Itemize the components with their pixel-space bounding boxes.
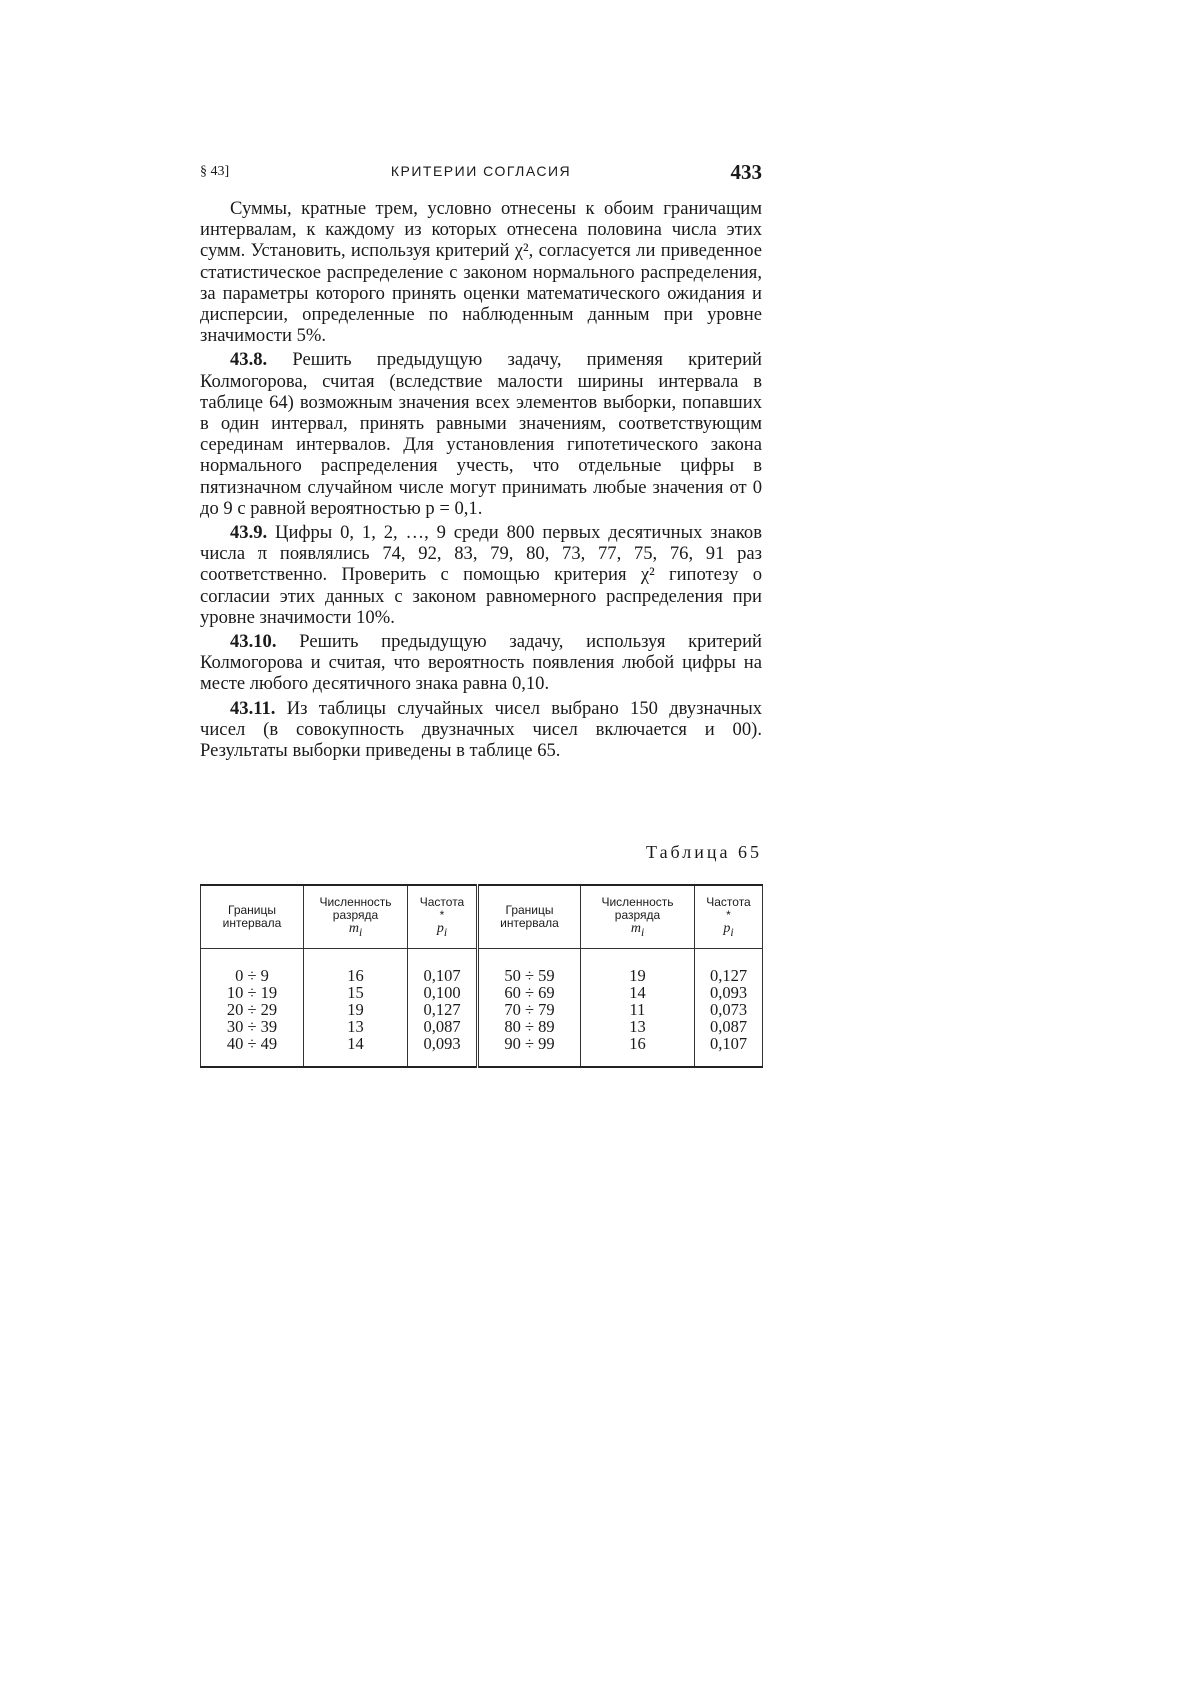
- table-cell: 0,093: [423, 1034, 461, 1053]
- problem-43-9: [200, 522, 762, 628]
- header-count: Численность разряда $m_i$: [581, 885, 695, 949]
- table-cell: 40 ÷ 49: [226, 1034, 278, 1053]
- header-frequency: Частота * $p_i$: [695, 885, 763, 949]
- table-cell: 16: [629, 1034, 646, 1053]
- counts-right-cell: [581, 949, 695, 1068]
- page-number: 433: [730, 160, 762, 184]
- problem-43-10: [200, 631, 762, 695]
- table-body-row: [201, 949, 763, 1068]
- intervals-right-cell: [478, 949, 581, 1068]
- table-cell: 0,100: [423, 983, 461, 1002]
- header-interval: Границы интервала: [478, 885, 581, 949]
- table-cell: 13: [629, 1017, 646, 1036]
- freqs-left-cell: [408, 949, 478, 1068]
- problem-text: Решить предыдущую задачу, используя критерий Колмогорова и считая, что вероятность появления любой цифры на месте любого десятичного знака равна 0,10.: [200, 631, 762, 695]
- paragraph-text: Суммы, кратные трем, условно отнесены к обоим граничащим интервалам, к каждому из которых отнесена половина числа этих сумм. Установить, используя критерий χ², согласуется ли приведенное статистическое распределение с законом нормального распределения, за параметры которого принять оценки математического ожидания и дисперсии, определенные по наблюденным данным при уровне значимости 5%.: [200, 198, 762, 347]
- problem-number: 43.10.: [230, 631, 277, 653]
- table-cell: 10 ÷ 19: [226, 983, 278, 1002]
- problem-text: Из таблицы случайных чисел выбрано 150 двузначных чисел (в совокупность двузначных чисел включается и 00). Результаты выборки приведены в таблице 65.: [200, 697, 762, 762]
- table-cell: 13: [347, 1017, 364, 1036]
- table-cell: 0,087: [709, 1017, 748, 1036]
- table-cell: 15: [347, 983, 364, 1002]
- table-cell: 14: [347, 1034, 364, 1053]
- paragraph-continuation: [200, 198, 762, 346]
- table-cell: 0 ÷ 9: [235, 966, 269, 985]
- table-cell: 19: [629, 966, 646, 985]
- counts-left-cell: [304, 949, 408, 1068]
- table-cell: 0,127: [423, 1000, 461, 1019]
- header-frequency: Частота * $p_i$: [408, 885, 478, 949]
- body-text: [200, 198, 762, 761]
- table-cell: 14: [629, 983, 646, 1002]
- problem-43-8: [200, 349, 762, 519]
- table-cell: 0,107: [423, 966, 461, 985]
- header-count: Численность разряда $m_i$: [304, 885, 408, 949]
- table-cell: 0,087: [423, 1017, 461, 1036]
- running-head: [200, 160, 762, 186]
- table-cell: 0,127: [709, 966, 748, 985]
- problem-43-11: [200, 698, 762, 762]
- table-cell: 19: [347, 1000, 364, 1019]
- table-cell: 0,107: [709, 1034, 748, 1053]
- table-cell: 0,073: [709, 1000, 748, 1019]
- table-header-row: [201, 885, 763, 949]
- table-cell: 16: [347, 966, 364, 985]
- intervals-left-cell: [201, 949, 304, 1068]
- chapter-title: КРИТЕРИИ СОГЛАСИЯ: [390, 163, 572, 179]
- section-marker: § 43]: [200, 164, 230, 179]
- table-cell: 60 ÷ 69: [504, 983, 555, 1002]
- problem-text: Цифры 0, 1, 2, …, 9 среди 800 первых десятичных знаков числа π появлялись 74, 92, 83, 79, 80, 73, 77, 75, 76, 91 раз соответственно. Проверить с помощью критерия χ² гипотезу о согласии этих данных с законом равномерного распределения при уровне значимости 10%.: [200, 522, 762, 628]
- frequency-table: [200, 884, 763, 1068]
- table-cell: 20 ÷ 29: [226, 1000, 278, 1019]
- table-cell: 11: [629, 1000, 646, 1019]
- freqs-right-cell: [695, 949, 763, 1068]
- table-cell: 30 ÷ 39: [226, 1017, 278, 1036]
- problem-number: 43.11.: [230, 697, 276, 719]
- problem-number: 43.9.: [230, 522, 268, 544]
- table-caption: Таблица 65: [646, 842, 762, 862]
- table-cell: 70 ÷ 79: [504, 1000, 555, 1019]
- table-cell: 50 ÷ 59: [504, 966, 555, 985]
- header-interval: Границы интервала: [201, 885, 304, 949]
- table-cell: 80 ÷ 89: [504, 1017, 555, 1036]
- table-cell: 90 ÷ 99: [504, 1034, 555, 1053]
- problem-text: Решить предыдущую задачу, применяя критерий Колмогорова, считая (вследствие малости ширины интервала в таблице 64) возможным значения всех элементов выборки, попавших в один интервал, принять равными значениям, соответствующим серединам интервалов. Для установления гипотетического закона нормального распределения учесть, что отдельные цифры в пятизначном случайном числе могут принимать любые значения от 0 до 9 с равной вероятностью p = 0,1.: [200, 349, 762, 519]
- problem-number: 43.8.: [230, 349, 268, 371]
- table-cell: 0,093: [709, 983, 748, 1002]
